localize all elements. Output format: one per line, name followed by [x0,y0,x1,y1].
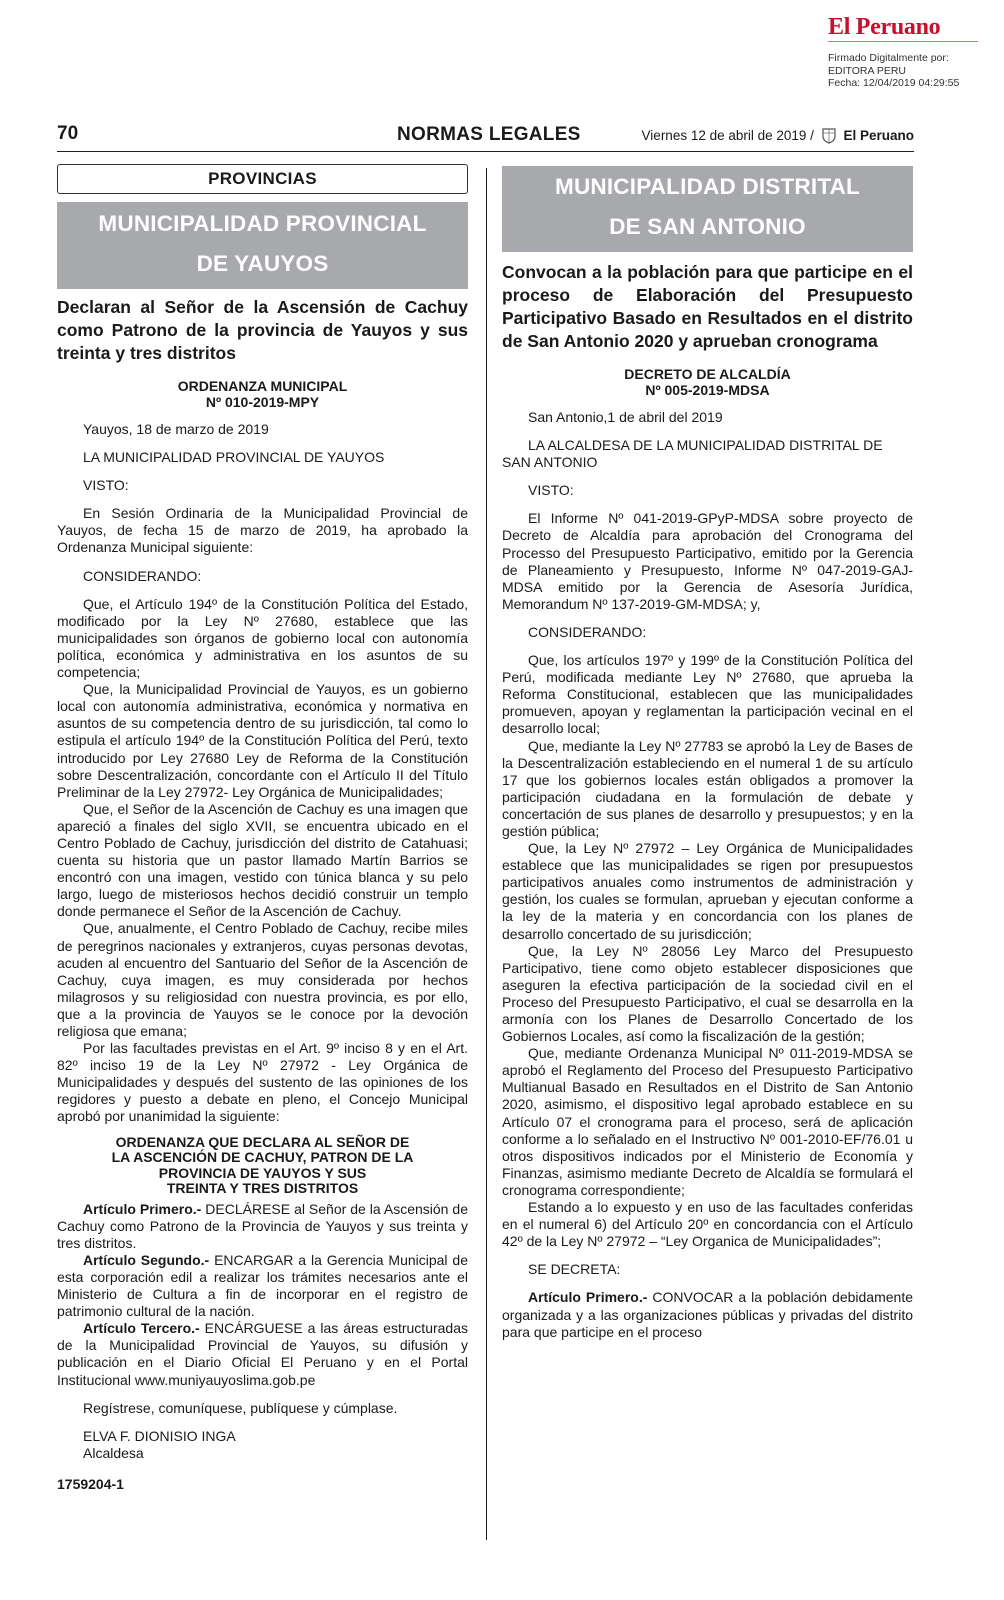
considerando-paragraph: Que, el Artículo 194º de la Constitución Política del Estado, modificado por la Ley Nº 27680, establece que las municipalidades son órganos de gobierno local con autonomía política, económica y administrativa en los asuntos de su competencia; [57,595,468,681]
considerando-paragraph: Que, mediante Ordenanza Municipal Nº 011-2019-MDSA se aprobó el Reglamento del Proceso del Presupuesto Participativo Multianual Basado en Resultados en el Distrito de San Antonio 2020, asimismo, el dispositivo legal aprobado establece en su Artículo 07 el cronograma para el proceso, será de aplicación conforme a lo señalado en el Instructivo Nº 001-2010-EF/76.01 u otros dispositivos indicados por el Ministerio de Economía y Finanzas, asimismo mediante Decreto de Alcaldía se formulará el cronograma correspondiente; [502,1045,913,1198]
visto-heading: VISTO: [528,482,574,499]
reference-number: 1759204-1 [57,1475,124,1492]
document-type: DECRETO DE ALCALDÍA [624,366,791,382]
place-date: Yauyos, 18 de marzo de 2019 [83,421,269,437]
column-divider [486,168,487,1540]
page-header [57,123,914,147]
signature-line-2: EDITORA PERU [828,64,906,77]
article-1-label: Artículo Primero.- [528,1289,648,1306]
ordinance-title-line: PROVINCIA DE YAUYOS Y SUS [158,1164,367,1181]
article-3-label: Artículo Tercero.- [83,1320,200,1337]
considerando-heading: CONSIDERANDO: [83,567,202,584]
ordinance-title-line: ORDENANZA QUE DECLARA AL SEÑOR DE [115,1133,410,1150]
institution-line-1: MUNICIPALIDAD PROVINCIAL [98,211,427,236]
authority: LA ALCALDESA DE LA MUNICIPALIDAD DISTRITAL DE SAN ANTONIO [502,437,883,471]
se-decreta-heading: SE DECRETA: [528,1261,621,1278]
ordinance-title-line: TREINTA Y TRES DISTRITOS [166,1180,359,1197]
page-number: 70 [57,123,79,144]
considerando-paragraph: Que, la Ley Nº 27972 – Ley Orgánica de Municipalidades establece que las municipalidades se rigen por presupuestos participativos anuales como instrumentos de administración y gestión, los cuales se formulan, aprueban y ejecutan conforme a la ley de la materia y en concordancia con los planes de desarrollo concertado de su jurisdicción; [502,840,913,942]
considerando-paragraph: Que, mediante la Ley Nº 27783 se aprobó la Ley de Bases de la Descentralización estableciendo en el numeral 1 de su artículo 17 que los gobiernos locales están obligados a promover la participación ciudadana en la formulación de debate y concertación de sus planes de desarrollo y presupuestos; y en la gestión pública; [502,737,913,839]
paper-name: El Peruano [843,128,914,143]
document-type: ORDENANZA MUNICIPAL [177,378,348,394]
date-text: Viernes 12 de abril de 2019 / [641,128,814,143]
ordinance-title [57,1135,468,1197]
header-date [642,126,914,144]
document-number: Nº 010-2019-MPY [205,394,320,410]
article-1-label: Artículo Primero.- [83,1200,202,1217]
visto-text: En Sesión Ordinaria de la Municipalidad Provincial de Yauyos, de fecha 15 de marzo de 2019, ha aprobado la Ordenanza Municipal siguiente: [57,505,468,556]
considerando-heading: CONSIDERANDO: [528,623,647,640]
signer-role: Alcaldesa [83,1444,144,1461]
logo-underline [828,41,978,46]
article-3 [57,1320,468,1388]
signature-line-1: Firmado Digitalmente por: [828,52,949,64]
document-number: Nº 005-2019-MDSA [645,382,770,398]
signer-name: ELVA F. DIONISIO INGA [83,1427,236,1444]
institution-line-1: MUNICIPALIDAD DISTRITAL [555,174,860,199]
article-1 [502,1289,913,1340]
institution-banner [502,166,913,252]
header-rule [57,151,914,152]
considerando-paragraph: Que, anualmente, el Centro Poblado de Cachuy, recibe miles de peregrinos nacionales y extranjeros, cuyas personas devotas, acuden al encuentro del Santuario del Señor de la Ascención de Cachuy, cuya imagen, es muy considerada por hechos milagrosos y su religiosidad con nuestra provincia, es por ello, que a la provincia de Yauyos se le conoce por la devoción religiosa que emana; [57,920,468,1039]
right-column [502,164,913,1341]
article-1-text: DECLÁRESE al Señor de la Ascensión de Cachuy como Patrono de la Provincia de Yauyos y sus treinta y tres distritos. [57,1200,468,1251]
article-2-label: Artículo Segundo.- [83,1251,210,1268]
article-3-text: ENCÁRGUESE a las áreas estructuradas de la Municipalidad Provincial de Yauyos, su difusión y publicación en el Diario Oficial El Peruano y en el Portal Institucional www.muniyauyoslima.gob.pe [57,1320,468,1388]
institution-line-2: DE YAUYOS [196,251,329,276]
institution-line-2: DE SAN ANTONIO [609,214,806,239]
considerando-paragraph: Que, la Ley Nº 28056 Ley Marco del Presupuesto Participativo, tiene como objeto establecer disposiciones que aseguren la efectiva participación de la sociedad civil en el Proceso del Presupuesto Participativo, el cual se desarrolla en la armonía con los Planes de Desarrollo Concertado de los Gobiernos Locales, así como la fiscalización de la gestión; [502,942,913,1045]
article-1-text: CONVOCAR a la población debidamente organizada y a las organizaciones públicas y privadas del distrito para que participe en el proceso [502,1289,913,1340]
digital-signature-stamp [828,14,988,90]
closing-formula: Regístrese, comuníquese, publíquese y cúmplase. [83,1399,398,1416]
authority: LA MUNICIPALIDAD PROVINCIAL DE YAUYOS [83,449,385,466]
considerando-paragraph: Que, la Municipalidad Provincial de Yauyos, es un gobierno local con autonomía administrativa, económica y normativa en asuntos de su competencia dentro de su jurisdicción, tal como lo estipula el artículo 194º de la Constitución Política del Perú, texto introducido por Ley 27680 Ley de Reforma de la Constitución sobre Descentralización, concordante con el Artículo II del Título Preliminar de la Ley 27972- Ley Orgánica de Municipalidades; [57,681,468,800]
institution-banner [57,202,468,289]
considerando-paragraph: Que, el Señor de la Ascención de Cachuy es una imagen que apareció a finales del siglo XVII, se encuentra ubicado en el Centro Poblado de Cachuy, jurisdicción del distrito de Catahuasi; cuenta su historia que un pastor llamado Martín Barrios se encontró con una imagen, vestido con túnica blanca y su pelo largo, luego de misteriosos hechos decidió construir un templo donde permanece el Señor de la Ascención de Cachuy. [57,800,468,920]
article-1 [57,1201,468,1252]
ordinance-title-line: LA ASCENCIÓN DE CACHUY, PATRON DE LA [111,1149,414,1166]
considerando-paragraph: Que, los artículos 197º y 199º de la Constitución Política del Perú, modificada mediante Ley Nº 27680, que aprueba la Reforma Constitucional, establecen que las municipalidades promueven, apoyan y reglamentan la participación vecinal en el desarrollo local; [502,652,913,737]
considerando-paragraph: Por las facultades previstas en el Art. 9º inciso 8 y en el Art. 82º inciso 19 de la Ley Nº 27972 - Ley Orgánica de Municipalidades y después del sustento de las opiniones de los regidores y puesto a debate en pleno, el Concejo Municipal aprobó por unanimidad la siguiente: [57,1040,468,1125]
section-title: NORMAS LEGALES [397,124,581,145]
signature-info [828,52,988,90]
left-column [57,164,468,1492]
article-headline: Convocan a la población para que participe en el proceso de Elaboración del Presupuesto Participativo Basado en Resultados en el distrito de San Antonio 2020 y aprueban cronograma [502,262,913,351]
place-date: San Antonio,1 de abril del 2019 [528,409,723,425]
region-label: PROVINCIAS [57,164,468,194]
signature-line-3: Fecha: 12/04/2019 04:29:55 [828,77,960,89]
coat-of-arms-icon [820,126,838,144]
article-2-text: ENCARGAR a la Gerencia Municipal de esta corporación edil a realizar los trámites necesarios ante el Ministerio de Cultura a fin de incorporar en el registro de patrimonio cultural de la nación. [57,1251,468,1320]
document-title [57,378,468,410]
document-title [502,366,913,398]
el-peruano-logo: El Peruano [828,14,941,40]
considerando-paragraph: Estando a lo expuesto y en uso de las facultades conferidas en el numeral 6) del Artículo 20º en concordancia con el Artículo 42º de la Ley Nº 27972 – “Ley Organica de Municipalidades”; [502,1199,913,1250]
visto-text: El Informe Nº 041-2019-GPyP-MDSA sobre proyecto de Decreto de Alcaldía para aprobación del Cronograma del Processo del Presupuesto Participativo, emitido por la Gerencia de Planeamiento y Presupuesto, Informe Nº 047-2019-GAJ-MDSA emitido por la Gerencia de Asesoría Jurídica, Memorandum Nº 137-2019-GM-MDSA; y, [502,510,913,612]
visto-heading: VISTO: [83,477,129,494]
article-2 [57,1252,468,1320]
article-headline: Declaran al Señor de la Ascensión de Cachuy como Patrono de la provincia de Yauyos y sus treinta y tres distritos [57,297,468,363]
